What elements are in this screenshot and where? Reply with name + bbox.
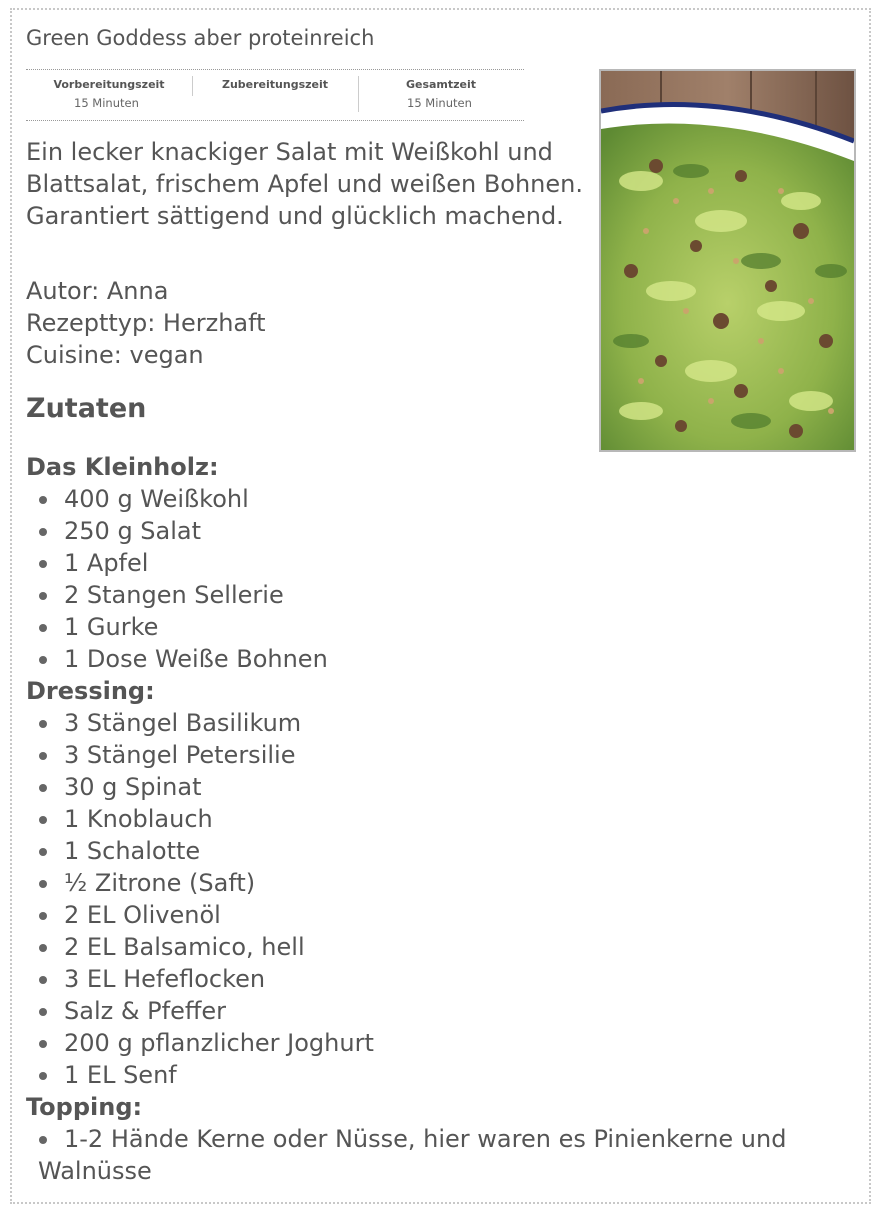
recipe-description: Ein lecker knackiger Salat mit Weißkohl und Blattsalat, frischem Apfel und weißen Bohnen. Garantiert sättigend und glücklich machend.: [26, 138, 583, 230]
recipe-photo: [599, 69, 856, 452]
cook-time-label: Zubereitungszeit: [221, 78, 329, 91]
ingredient-item: 1 Gurke: [26, 611, 856, 643]
ingredient-item: Salz & Pfeffer: [26, 995, 856, 1027]
recipe-meta: [26, 275, 266, 371]
prep-time: [26, 70, 192, 120]
ingredient-item: ½ Zitrone (Saft): [26, 867, 856, 899]
group-title-topping: Topping:: [26, 1093, 143, 1121]
recipe-author: Autor: Anna: [26, 277, 169, 305]
ingredient-item: 30 g Spinat: [26, 771, 856, 803]
ingredient-item: 1-2 Hände Kerne oder Nüsse, hier waren es Pinienkerne und Walnüsse: [26, 1123, 856, 1187]
ingredient-item: 2 Stangen Sellerie: [26, 579, 856, 611]
ingredient-list-topping: [26, 1123, 856, 1187]
recipe-title: Green Goddess aber proteinreich: [26, 26, 375, 50]
recipe-type: Rezepttyp: Herzhaft: [26, 309, 266, 337]
ingredient-list-kleinholz: [26, 483, 856, 675]
ingredient-item: 2 EL Balsamico, hell: [26, 931, 856, 963]
total-time: [358, 70, 524, 120]
ingredient-item: 250 g Salat: [26, 515, 856, 547]
recipe-cuisine: Cuisine: vegan: [26, 341, 204, 369]
salad-bowl-photo: [601, 71, 854, 450]
ingredient-item: 200 g pflanzlicher Joghurt: [26, 1027, 856, 1059]
recipe-times: [26, 69, 524, 121]
group-title-kleinholz: Das Kleinholz:: [26, 453, 219, 481]
total-time-label: Gesamtzeit: [405, 78, 477, 91]
group-title-dressing: Dressing:: [26, 677, 155, 705]
ingredient-item: 1 Dose Weiße Bohnen: [26, 643, 856, 675]
ingredient-item: 400 g Weißkohl: [26, 483, 856, 515]
ingredients-heading: Zutaten: [26, 393, 147, 424]
ingredient-item: 3 EL Hefeflocken: [26, 963, 856, 995]
recipe-card: [10, 8, 871, 1204]
ingredient-item: 1 Schalotte: [26, 835, 856, 867]
prep-time-label: Vorbereitungszeit: [53, 78, 165, 91]
ingredient-item: 3 Stängel Petersilie: [26, 739, 856, 771]
cook-time: [192, 70, 358, 120]
ingredient-item: 2 EL Olivenöl: [26, 899, 856, 931]
total-time-value: 15 Minuten: [407, 96, 472, 110]
ingredient-item: 3 Stängel Basilikum: [26, 707, 856, 739]
ingredient-list-dressing: [26, 707, 856, 1091]
ingredient-item: 1 Apfel: [26, 547, 856, 579]
ingredient-item: 1 Knoblauch: [26, 803, 856, 835]
ingredient-item: 1 EL Senf: [26, 1059, 856, 1091]
prep-time-value: 15 Minuten: [74, 96, 139, 110]
ingredients-section: [26, 451, 856, 1187]
